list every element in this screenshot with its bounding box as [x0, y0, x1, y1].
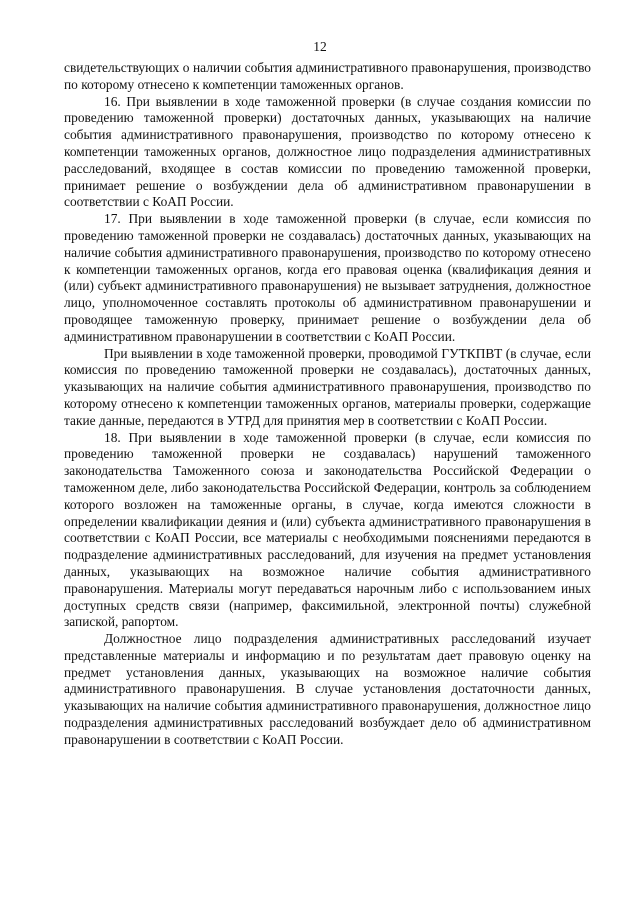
paragraph-continuation: свидетельствующих о наличии события административного правонарушения, производство по которому отнесено к компетенции таможенных органов. [64, 60, 591, 92]
paragraph-18-official: Должностное лицо подразделения административных расследований изучает представленные материалы и информацию и по результатам дает правовую оценку на предмет установления данных, указывающих на возможное наличие события административного правонарушения. В случае установления достаточности данных, указывающих на наличие события административного правонарушения, должностное лицо подразделения административных расследований возбуждает дело об административном правонарушении в соответствии с КоАП России. [64, 631, 591, 747]
paragraph-18: 18. При выявлении в ходе таможенной проверки (в случае, если комиссия по проведению таможенной проверки не создавалась) нарушений таможенного законодательства Таможенного союза и законодательства Российской Федерации о таможенном деле, либо законодательства Российской Федерации, контроль за соблюдением которого возложен на таможенные органы, в случае, когда имеются сложности в определении квалификации деяния и (или) субъекта административного правонарушения в соответствии с КоАП России, все материалы с необходимыми пояснениями передаются в подразделение административных расследований, для изучения на предмет установления данных, указывающих на возможное наличие события административного правонарушения. Материалы могут передаваться нарочным либо с использованием иных доступных средств связи (например, факсимильной, электронной почты) служебной запиской, рапортом. [64, 429, 591, 630]
page-number: 12 [313, 39, 327, 54]
paragraph-16: 16. При выявлении в ходе таможенной проверки (в случае создания комиссии по проведению таможенной проверки) достаточных данных, указывающих на наличие события административного правонарушения, производство по которому отнесено к компетенции таможенных органов, должностное лицо подразделения административных расследований, входящее в состав комиссии по проведению таможенной проверки, принимает решение о возбуждении дела об административном правонарушении в соответствии с КоАП России. [64, 93, 591, 210]
paragraph-17-gutkpvt: При выявлении в ходе таможенной проверки, проводимой ГУТКПВТ (в случае, если комиссия по проведению таможенной проверки не создавалась), достаточных данных, указывающих на наличие события административного правонарушения, производство по которому отнесено к компетенции таможенных органов, материалы проверки, содержащие такие данные, передаются в УТРД для принятия мер в соответствии с КоАП России. [64, 345, 591, 428]
document-body [64, 60, 591, 749]
paragraph-17: 17. При выявлении в ходе таможенной проверки (в случае, если комиссия по проведению таможенной проверки не создавалась) достаточных данных, указывающих на наличие события административного правонарушения, производство по которому отнесено к компетенции таможенных органов, когда его правовая оценка (квалификация деяния и (или) субъект административного правонарушения) не вызывает затруднения, должностное лицо, уполномоченное составлять протоколы об административном правонарушении и проводящее таможенную проверку, принимает решение о возбуждении дела об административном правонарушении в соответствии с КоАП России. [64, 211, 591, 344]
